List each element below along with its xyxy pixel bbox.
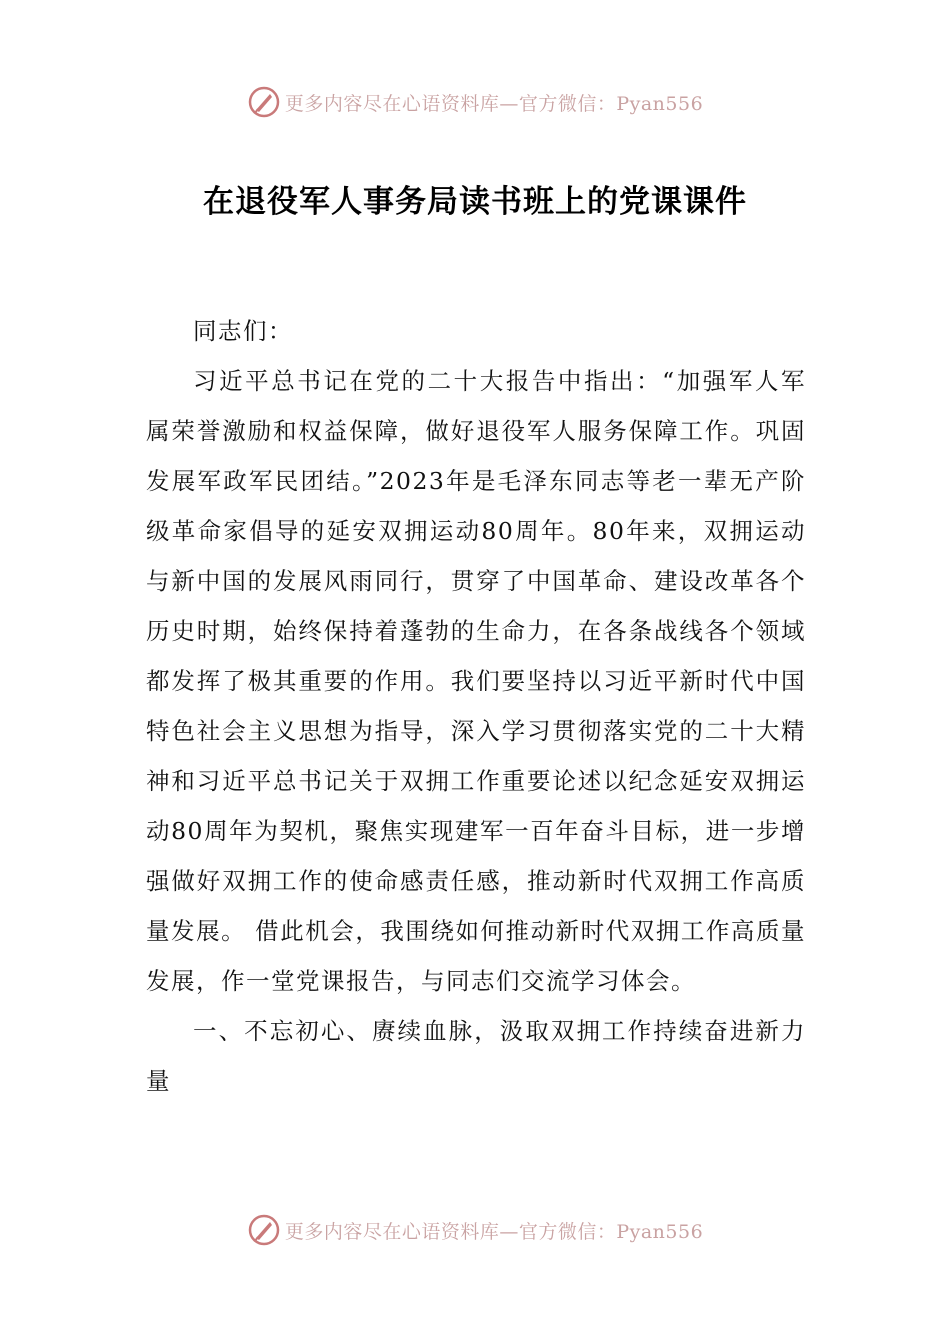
footer-watermark-text: 更多内容尽在心语资料库—官方微信：Pyan556 [284, 1220, 704, 1243]
quill-logo-icon [247, 1213, 281, 1247]
document-body [146, 306, 806, 1106]
document-title: 在退役军人事务局读书班上的党课课件 [203, 184, 747, 220]
quill-logo-icon [247, 85, 281, 119]
intro-paragraph: 习近平总书记在党的二十大报告中指出：“加强军人军属荣誉激励和权益保障，做好退役军人服务保障工作。巩固发展军政军民团结。”2023年是毛泽东同志等老一辈无产阶级革命家倡导的延安双拥运动80周年。80年来，双拥运动与新中国的发展风雨同行，贯穿了中国革命、建设改革各个历史时期，始终保持着蓬勃的生命力，在各条战线各个领域都发挥了极其重要的作用。我们要坚持以习近平新时代中国特色社会主义思想为指导，深入学习贯彻落实党的二十大精神和习近平总书记关于双拥工作重要论述以纪念延安双拥运动80周年为契机，聚焦实现建军一百年奋斗目标，进一步增强做好双拥工作的使命感责任感，推动新时代双拥工作高质量发展。 借此机会，我围绕如何推动新时代双拥工作高质量发展，作一堂党课报告，与同志们交流学习体会。 [146, 367, 806, 995]
footer-watermark-banner [0, 1210, 950, 1250]
salutation-paragraph: 同志们： [193, 317, 293, 345]
header-watermark-text: 更多内容尽在心语资料库—官方微信：Pyan556 [284, 92, 704, 115]
header-watermark-banner [0, 82, 950, 122]
section-heading-paragraph: 一、不忘初心、赓续血脉，汲取双拥工作持续奋进新力量 [146, 1017, 806, 1095]
